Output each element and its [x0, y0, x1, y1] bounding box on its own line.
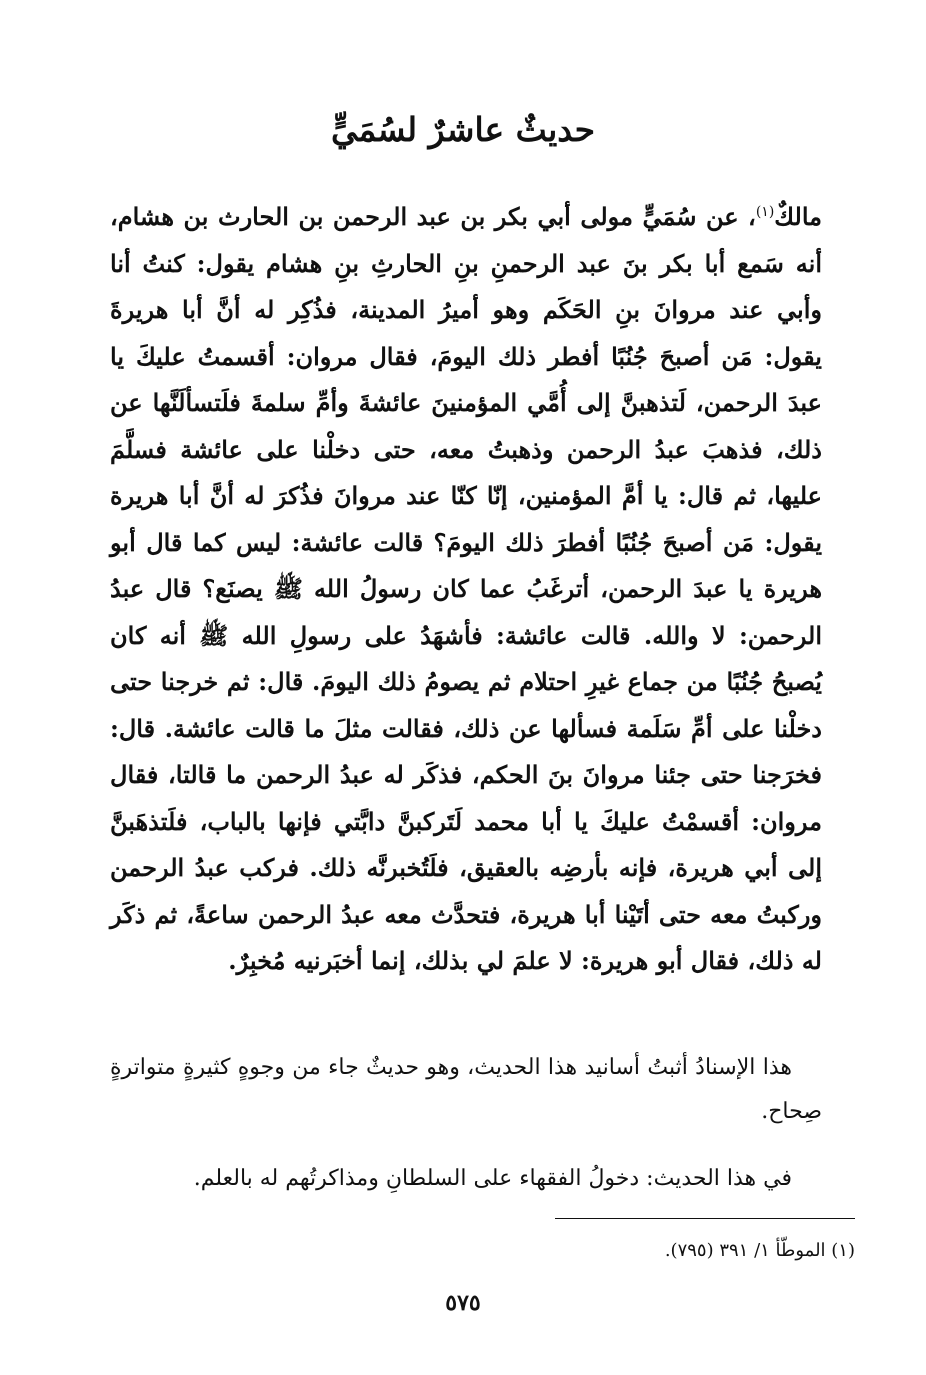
- footnote-divider: [555, 1218, 855, 1219]
- page-number: ٥٧٥: [445, 1290, 481, 1316]
- page-title: حديثٌ عاشرٌ لسُمَيٍّ: [331, 110, 595, 149]
- commentary-paragraph-2: في هذا الحديث: دخولُ الفقهاء على السلطانِ ومذاكرتُهم له بالعلم.: [193, 1166, 792, 1191]
- main-paragraph-text: ، عن سُمَيٍّ مولى أبي بكر بن عبد الرحمن بن الحارث بن هشام، أنه سَمع أبا بكر بنَ عبد الرحمنِ بنِ الحارثِ بنِ هشام يقول: كنتُ أنا وأبي عند مروانَ بنِ الحَكَم وهو أميرُ المدينة، فذُكِر له أنَّ أبا هريرةَ يقول: مَن أصبحَ جُنُبًا أفطر ذلك اليومَ، فقال مروان: أقسمتُ عليكَ يا عبدَ الرحمن، لَتذهبنَّ إلى أُمَّي المؤمنينَ عائشةَ وأمِّ سلمةَ فلَتسألَنَّها عن ذلك، فذهبَ عبدُ الرحمن وذهبتُ معه، حتى دخلْنا على عائشة فسلَّمَ عليها، ثم قال: يا أمَّ المؤمنين، إنّا كنّا عند مروانَ فذُكرَ له أنَّ أبا هريرة يقول: مَن أصبحَ جُنُبًا أفطرَ ذلك اليومَ؟ قالت عائشة: ليس كما قال أبو هريرة يا عبدَ الرحمن، أترغَبُ عما كان رسولُ الله ﷺ يصنَع؟ قال عبدُ الرحمن: لا والله. قالت عائشة: فأشهَدُ على رسولِ الله ﷺ أنه كان يُصبحُ جُنُبًا من جماع غيرِ احتلام ثم يصومُ ذلك اليومَ. قال: ثم خرجنا حتى دخلْنا على أمِّ سَلَمة فسألها عن ذلك، فقالت مثلَ ما قالت عائشة. قال: فخرَجنا حتى جئنا مروانَ بنَ الحكم، فذكَر له عبدُ الرحمن ما قالتا، فقال مروان: أقسمْتُ عليكَ يا أبا محمد لَتَركبنَّ دابَّتي فإنها بالباب، فلَتذهَبنَّ إلى أبي هريرة، فإنه بأرضِه بالعقيق، فلَتُخبرنَّه ذلك. فركب عبدُ الرحمن وركبتُ معه حتى أتَيْنا أبا هريرة، فتحدَّث معه عبدُ الرحمن ساعةً، ثم ذكَر له ذلك، فقال أبو هريرة: لا علمَ لي بذلك، إنما أخبَرنيه مُخبِرٌ.: [110, 202, 823, 975]
- footnote: (١) الموطّأ ١/ ٣٩١ (٧٩٥).: [664, 1240, 855, 1261]
- commentary-paragraph-1: هذا الإسنادُ أثبتُ أسانيد هذا الحديث، وهو حديثٌ جاء من وجوهٍ كثيرةٍ متواترةٍ صِحاح.: [110, 1055, 822, 1124]
- footnote-reference: (١): [755, 204, 775, 220]
- main-paragraph: [110, 194, 822, 985]
- main-paragraph-lead: مالكٌ: [774, 202, 822, 231]
